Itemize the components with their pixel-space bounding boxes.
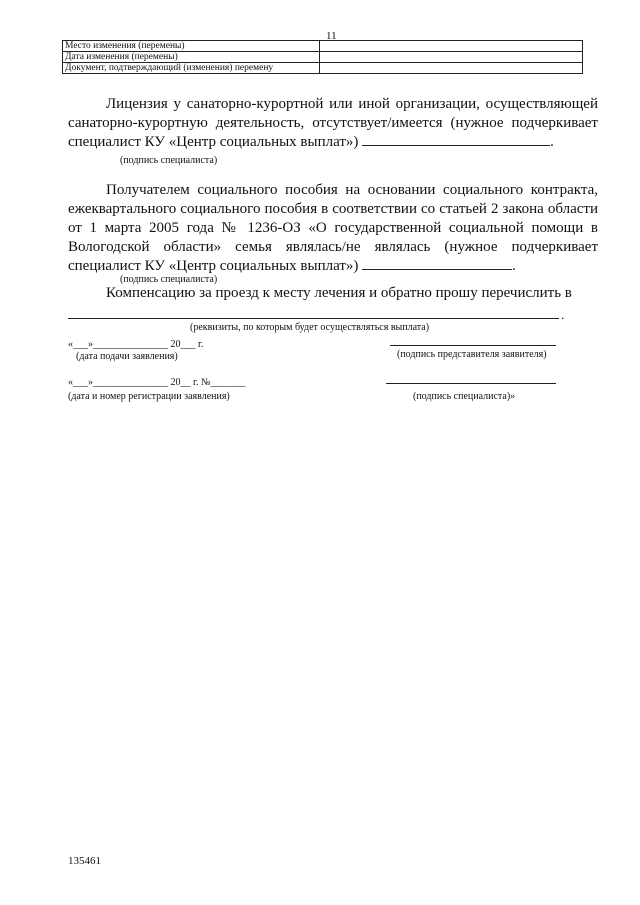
compensation-paragraph: Компенсацию за проезд к месту лечения и обратно прошу перечислить в: [106, 285, 572, 301]
registration-caption: (дата и номер регистрации заявления): [68, 391, 230, 402]
table-row: [63, 41, 583, 52]
license-paragraph-text: Лицензия у санаторно-курортной или иной организации, осуществляющей санаторно-курортную деятельность, отсутствует/имеется (нужное подчеркивает специалист КУ «Центр социальных выплат»): [68, 96, 598, 150]
specialist-signature-field[interactable]: [386, 383, 556, 384]
license-signature-field[interactable]: [362, 133, 550, 146]
benefit-paragraph-text: Получателем социального пособия на основании социального контракта, ежеквартального социального пособия в соответствии со статьей 2 закона области от 1 марта 2005 года № 1236-ОЗ «О государственной социальной помощи в Вологодской области» семья являлась/не являлась (нужное подчеркивает специалист КУ «Центр социальных выплат»): [68, 182, 598, 274]
specialist-signature-caption: (подпись специалиста)»: [413, 391, 516, 402]
table-cell-value: [320, 52, 583, 63]
application-date-caption: (дата подачи заявления): [76, 351, 178, 362]
license-caption: (подпись специалиста): [120, 155, 218, 166]
page-number: 11: [326, 30, 337, 42]
benefit-paragraph: Получателем социального пособия на основании социального контракта, ежеквартального социального пособия в соответствии со статьей 2 закона области от 1 марта 2005 года № 1236-ОЗ «О государственной социальной помощи в Вологодской области» семья являлась/не являлась (нужное подчеркивает специалист КУ «Центр социальных выплат») .: [68, 182, 598, 274]
table-cell-label: Документ, подтверждающий (изменения) перемену: [63, 63, 320, 74]
table-cell-label: Место изменения (перемены): [63, 41, 320, 52]
requisites-field[interactable]: [68, 318, 559, 319]
table-row: [63, 63, 583, 74]
table-row: [63, 52, 583, 63]
requisites-caption: (реквизиты, по которым будет осуществляться выплата): [190, 322, 430, 333]
benefit-signature-field[interactable]: [362, 257, 512, 270]
representative-signature-caption: (подпись представителя заявителя): [397, 349, 547, 360]
table-cell-value: [320, 41, 583, 52]
representative-signature-field[interactable]: [390, 345, 556, 346]
requisites-period: .: [561, 307, 565, 322]
table-cell-value: [320, 63, 583, 74]
table-cell-label: Дата изменения (перемены): [63, 52, 320, 63]
application-date-field[interactable]: «___»_______________ 20___ г.: [68, 339, 204, 350]
change-table: [62, 40, 583, 74]
registration-field[interactable]: «___»_______________ 20__ г. №_______: [68, 377, 246, 388]
license-paragraph: Лицензия у санаторно-курортной или иной организации, осуществляющей санаторно-курортную деятельность, отсутствует/имеется (нужное подчеркивает специалист КУ «Центр социальных выплат») .: [68, 96, 598, 150]
document-number: 135461: [68, 855, 101, 867]
benefit-caption: (подпись специалиста): [120, 274, 218, 285]
